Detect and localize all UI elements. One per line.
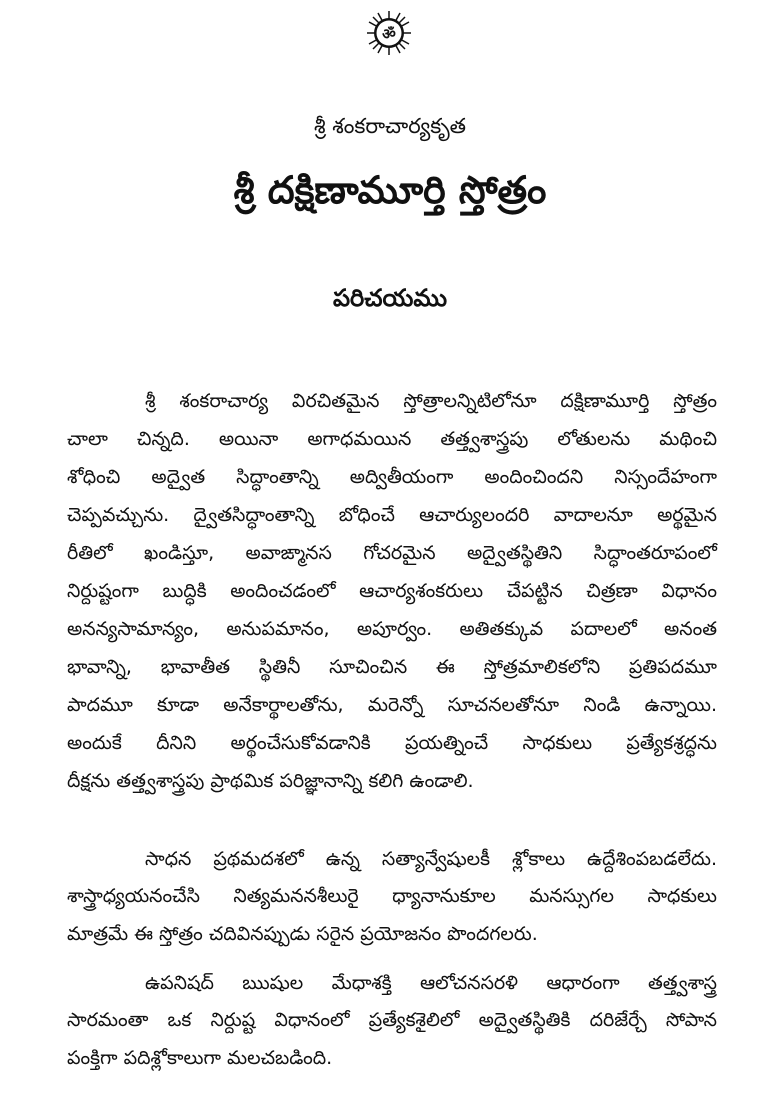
text-line: భావాన్ని, భావాతీత స్థితినీ సూచించిన ఈ స్తోత్రమాలికలోని ప్రతిపదమూ xyxy=(67,656,717,678)
author-subtitle: శ్రీ శంకరాచార్యకృత xyxy=(314,114,466,138)
text-line: చాలా చిన్నది. అయినా అగాధమయిన తత్త్వశాస్త్రపు లోతులను మథించి xyxy=(67,428,717,450)
text-line: శ్రీ శంకరాచార్య విరచితమైన స్తోత్రాలన్నిటిలోనూ దక్షిణామూర్తి స్తోత్రం xyxy=(145,390,717,412)
page-title: శ్రీ దక్షిణామూర్తి స్తోత్రం xyxy=(233,168,547,212)
text-line: రీతిలో ఖండిస్తూ, అవాఙ్మానస గోచరమైన అద్వైతస్థితిని సిద్ధాంతరూపంలో xyxy=(67,542,717,564)
text-line: సారమంతా ఒక నిర్దుష్ట విధానంలో ప్రత్యేకశైలిలో అద్వైతస్థితికి దరిజేర్చే సోపాన xyxy=(67,1009,717,1031)
section-heading: పరిచయము xyxy=(332,284,448,312)
om-glyph: ॐ xyxy=(382,25,396,43)
text-line: నిర్దుష్టంగా బుద్ధికి అందించడంలో ఆచార్యశంకరులు చేపట్టిన చిత్రణా విధానం xyxy=(67,580,717,602)
text-line: దీక్షను తత్త్వశాస్త్రపు ప్రాథమిక పరిజ్ఞానాన్ని కలిగి ఉండాలి. xyxy=(67,770,474,792)
text-line: శోధించి అద్వైత సిద్ధాంతాన్ని అద్వితీయంగా అందించిందని నిస్సందేహంగా xyxy=(67,466,717,488)
text-line: అనన్యసామాన్యం, అనుపమానం, అపూర్వం. అతితక్కువ పదాలలో అనంత xyxy=(67,618,717,640)
text-line: అందుకే దీనిని అర్థంచేసుకోవడానికి ప్రయత్నించే సాధకులు ప్రత్యేకశ్రద్ధను xyxy=(67,732,717,754)
text-line: పంక్తిగా పదిశ్లోకాలుగా మలచబడింది. xyxy=(67,1047,333,1069)
text-line: పాదమూ కూడా అనేకార్థాలతోను, మరెన్నో సూచనలతోనూ నిండి ఉన్నాయి. xyxy=(67,694,717,716)
text-line: మాత్రమే ఈ స్తోత్రం చదివినప్పుడు సరైన ప్రయోజనం పొందగలరు. xyxy=(67,923,538,945)
om-emblem-icon xyxy=(366,10,412,56)
text-line: శాస్త్రాధ్యయనంచేసి నిత్యమననశీలురై ధ్యానానుకూల మనస్సుగల సాధకులు xyxy=(67,885,717,907)
text-line: ఉపనిషద్ ఋషుల మేధాశక్తి ఆలోచనసరళి ఆధారంగా తత్త్వశాస్త్ర xyxy=(145,972,717,994)
text-line: చెప్పవచ్చును. ద్వైతసిద్ధాంతాన్ని బోధించే ఆచార్యులందరి వాదాలనూ అర్థమైన xyxy=(67,504,717,526)
text-line: సాధన ప్రథమదశలో ఉన్న సత్యాన్వేషులకీ శ్లోకాలు ఉద్దేశింపబడలేదు. xyxy=(145,848,717,870)
